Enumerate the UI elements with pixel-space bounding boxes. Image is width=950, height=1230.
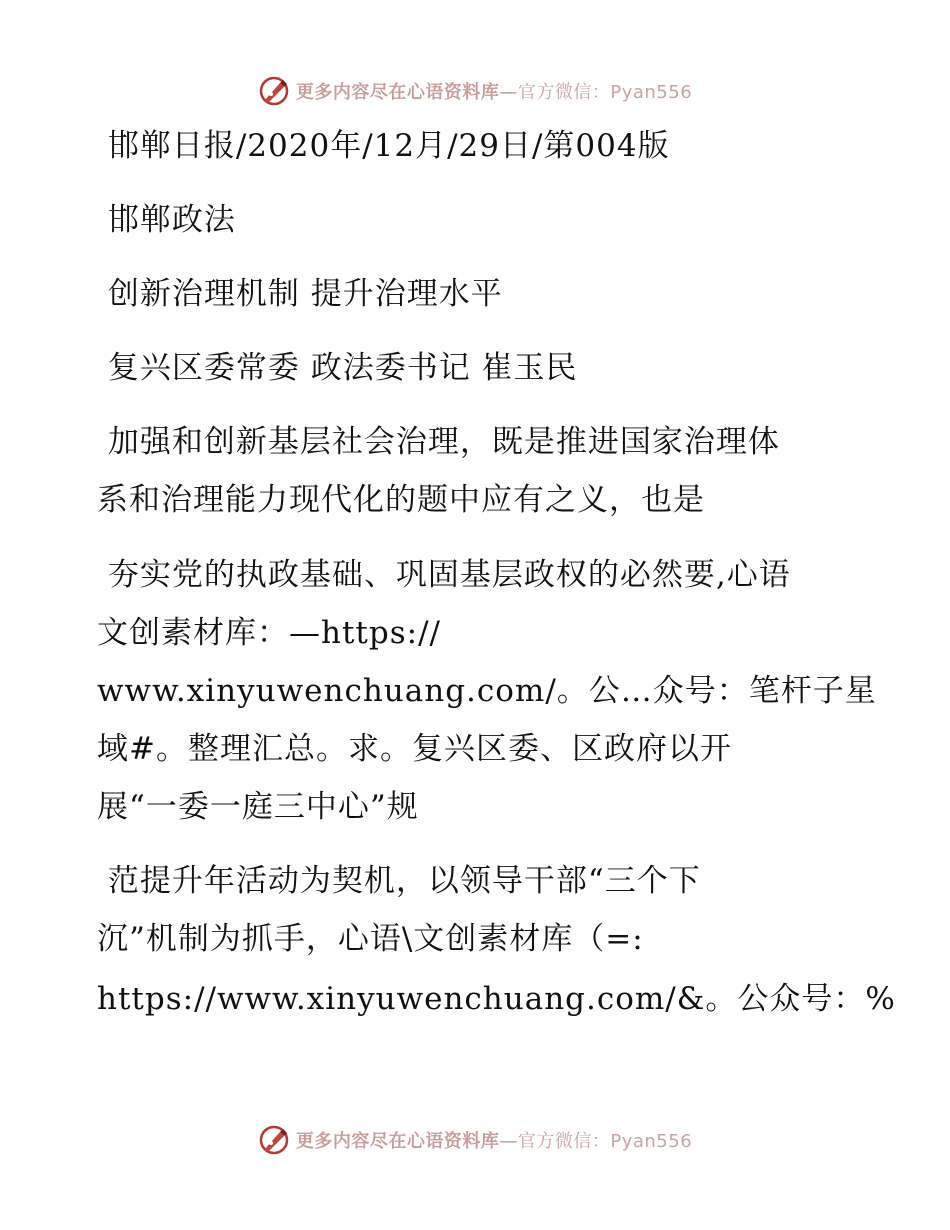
article-section-line: 邯郸政法 [97, 202, 236, 238]
watermark-text [296, 1127, 692, 1153]
article-body-line: 文创素材库：—https:// [97, 615, 441, 651]
article-title-line: 创新治理机制 提升治理水平 [97, 276, 503, 312]
article-author-line: 复兴区委常委 政法委书记 崔玉民 [97, 350, 578, 386]
watermark-site: 更多内容尽在心语资料库 [295, 1131, 500, 1152]
article-body-line: 范提升年活动为契机，以领导干部“三个下 [97, 863, 701, 899]
article-body-line: 系和治理能力现代化的题中应有之义，也是 [97, 482, 705, 518]
article-body-line: https://www.xinyuwenchuang.com/&。公众号：% [97, 981, 896, 1017]
article-body-line: 沉”机制为抓手，心语\文创素材库（=: [97, 921, 644, 957]
article-body-line: 展“一委一庭三中心”规 [97, 789, 419, 825]
header-watermark [0, 71, 950, 111]
watermark-dash: — [499, 1131, 518, 1152]
watermark-site: 更多内容尽在心语资料库 [295, 82, 500, 103]
article-body-line: 夯实党的执政基础、巩固基层政权的必然要,心语 [97, 557, 791, 593]
pen-logo-icon [258, 75, 290, 107]
article-body-line: 加强和创新基层社会治理，既是推进国家治理体 [97, 424, 780, 460]
article-body-line: 域#。整理汇总。求。复兴区委、区政府以开 [97, 731, 732, 767]
pen-logo-icon [258, 1124, 290, 1156]
footer-watermark [0, 1120, 950, 1160]
article-source-line: 邯郸日报/2020年/12月/29日/第004版 [97, 128, 670, 164]
article-body-line: www.xinyuwenchuang.com/。公…众号：笔杆子星 [97, 673, 877, 709]
watermark-contact: 官方微信：Pyan556 [517, 82, 693, 103]
watermark-text [296, 78, 692, 104]
watermark-dash: — [499, 82, 518, 103]
watermark-contact: 官方微信：Pyan556 [517, 1131, 693, 1152]
